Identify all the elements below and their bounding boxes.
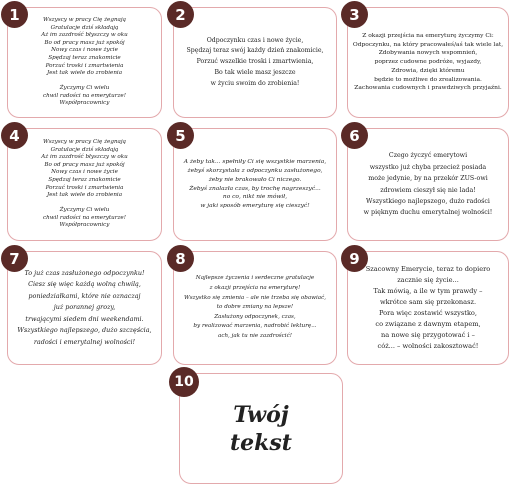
greeting-card-3[interactable]	[347, 7, 509, 118]
card-text: Wszyscy w pracy Cię żegnają Gratulacje dziś składają Aż im zazdrość błyszczy w oku Bo od pracy masz już spokój Nowy czas i nowe życie Spędzaj teraz znakomicie Porzuć troski i zmartwienia Jest tak wiele do zrobienia Życzymy Ci wielu chwil radości na emeryturze! Współpracownicy	[41, 138, 128, 229]
card-text: Najlepsze życzenia i serdeczne gratulacje z okazji przejścia na emeryturę! Wszystko się zmienia – ale nie trzeba się obawiać, to dobre zmiany na lepsze! Zasłużony odpoczynek, czas, by realizować marzenia, nadrobić lekturę... ach, jak tu nie zazdrościć!	[184, 275, 326, 339]
card-number-badge: 7	[1, 245, 28, 272]
card-number-badge: 8	[167, 245, 194, 272]
card-number-badge: 4	[1, 122, 28, 149]
card-number-badge: 3	[341, 1, 368, 28]
greeting-card-8[interactable]	[173, 251, 337, 365]
card-number-badge: 10	[169, 367, 199, 397]
card-text: Czego życzyć emerytowi wszystko już chyba przecież posiada może jedynie, by na przekór ZUS-owi zdrowiem cieszył się nie lada! Wszystkiego najlepszego, dużo radości w pięknym duchu emerytalnej wolności!	[363, 152, 493, 217]
card-number-badge: 6	[341, 122, 368, 149]
greeting-card-5[interactable]	[173, 128, 337, 241]
card-text: Odpoczynku czas i nowe życie, Spędzaj teraz swój każdy dzień znakomicie, Porzuć wszelkie troski i zmartwienia, Bo tak wiele masz jeszcze w życiu swoim do zrobienia!	[186, 36, 324, 87]
greeting-card-1[interactable]	[7, 7, 162, 118]
card-text: A żeby tak... spełniły Ci się wszystkie marzenia, żebyś skorzystała z odpoczynku zasłużonego, żeby nie brakowało Ci niczego. Żebyś znalazła czas, by trochę nagrzeszyć... no co, nikt nie mówił, w jaki sposób emeryturę się cieszyć!	[183, 159, 327, 210]
card-number-badge: 5	[167, 122, 194, 149]
card-number-badge: 9	[341, 245, 368, 272]
card-text-placeholder: Twój tekst	[230, 401, 292, 456]
card-number-badge: 1	[1, 1, 28, 28]
greeting-card-7[interactable]	[7, 251, 162, 365]
greeting-card-6[interactable]	[347, 128, 509, 241]
greeting-card-9[interactable]	[347, 251, 509, 365]
greeting-card-2[interactable]	[173, 7, 337, 118]
card-text: Wszyscy w pracy Cię żegnają Gratulacje dziś składają Aż im zazdrość błyszczy w oku Bo od pracy masz już spokój Nowy czas i nowe życie Spędzaj teraz znakomicie Porzuć troski i zmartwienia Jest tak wiele do zrobienia Życzymy Ci wielu chwil radości na emeryturze! Współpracownicy	[41, 16, 128, 107]
greeting-card-4[interactable]	[7, 128, 162, 241]
card-text: Szacowny Emerycie, teraz to dopiero zacznie się życie... Tak mówią, a ile w tym prawdy – wkrótce sam się przekonasz. Pora więc zostawić wszystko, co związane z dawnym etapem, na nowe się przygotować i – cóż... – wolności zakosztować!	[365, 265, 491, 350]
card-number-badge: 2	[167, 1, 194, 28]
card-text: Z okazji przejścia na emeryturę życzymy Ci: Odpoczynku, na który pracowałeś/aś tak wiele lat, Zdobywania nowych wspomnień, poprzez cudowne podróże, wyjazdy, Zdrowia, dzięki któremu będzie to możliwe do zrealizowania. Zachowania cudownych i prawdziwych przyjaźni.	[352, 32, 504, 92]
card-text: To już czas zasłużonego odpoczynku! Ciesz się więc każdą wolną chwilą, poniedziałkami, które nie oznaczaj już porannej grozy, trwającymi siedem dni weekendami. Wszystkiego najlepszego, dużo szczęścia, radości i emerytalnej wolności!	[17, 269, 152, 346]
greeting-card-10-custom[interactable]	[179, 373, 343, 484]
